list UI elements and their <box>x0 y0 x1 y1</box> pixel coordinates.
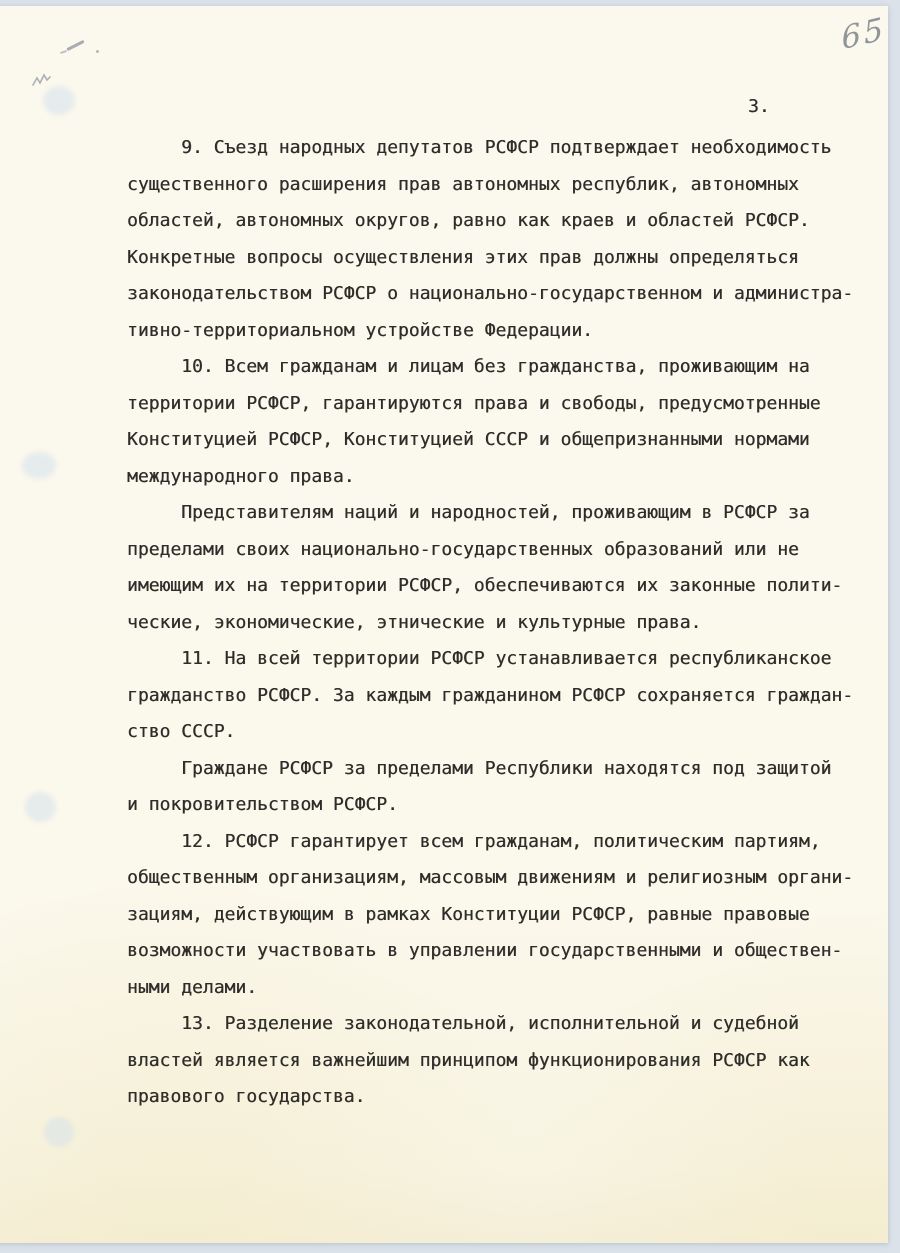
text-line: 13. Разделение законодательной, исполнительной и судебной <box>181 1013 799 1034</box>
pencil-scribble-icon <box>66 40 84 51</box>
punch-hole-stain <box>43 86 75 115</box>
text-line: Представителям наций и народностей, проживающим в РСФСР за <box>181 502 810 523</box>
text-line: законодательством РСФСР о национально-государственном и администра- <box>127 283 854 304</box>
text-line: Граждане РСФСР за пределами Республики находятся под защитой <box>181 757 832 779</box>
text-line: Конституцией РСФСР, Конституцией СССР и общепризнанными нормами <box>127 429 810 450</box>
text-line: тивно-территориальном устройстве Федерации. <box>127 319 593 341</box>
text-line: существенного расширения прав автономных республик, автономных <box>127 173 799 195</box>
text-line: ческие, экономические, этнические и культурные права. <box>127 611 702 633</box>
text-line: 10. Всем гражданам и лицам без гражданства, проживающим на <box>181 356 810 377</box>
text-line: 12. РСФСР гарантирует всем гражданам, политическим партиям, <box>181 830 821 852</box>
text-line: правового государства. <box>127 1086 366 1107</box>
punch-hole-stain <box>44 1117 74 1147</box>
text-line: 9. Съезд народных депутатов РСФСР подтверждает необходимость <box>181 137 832 158</box>
document-page <box>0 6 888 1243</box>
text-line: зациям, действующим в рамках Конституции РСФСР, равные правовые <box>127 903 810 925</box>
document-text <box>127 130 872 1116</box>
text-line: общественным организациям, массовым движениям и религиозным органи- <box>127 867 854 888</box>
text-line: имеющим их на территории РСФСР, обеспечиваются их законные полити- <box>127 575 843 596</box>
punch-hole-stain <box>22 452 56 479</box>
text-line: пределами своих национально-государственных образований или не <box>127 538 799 560</box>
text-line: Конкретные вопросы осуществления этих прав должны определяться <box>127 246 799 268</box>
handwritten-archive-number: 65 <box>839 10 888 58</box>
text-line: возможности участвовать в управлении государственными и обществен- <box>127 940 843 961</box>
text-line: 11. На всей территории РСФСР устанавливается республиканское <box>181 648 832 669</box>
punch-hole-stain <box>25 792 56 822</box>
pencil-scribble-icon <box>60 50 67 54</box>
text-line: ство СССР. <box>127 721 236 742</box>
text-line: гражданство РСФСР. За каждым гражданином РСФСР сохраняется граждан- <box>127 684 854 706</box>
text-line: ными делами. <box>127 976 258 998</box>
text-line: областей, автономных округов, равно как краев и областей РСФСР. <box>127 210 810 231</box>
text-line: территории РСФСР, гарантируются права и свободы, предусмотренные <box>127 392 821 414</box>
typed-page-number: 3. <box>748 96 770 117</box>
text-line: и покровительством РСФСР. <box>127 794 398 815</box>
pencil-dot-icon <box>96 50 99 53</box>
text-line: международного права. <box>127 465 355 487</box>
text-line: властей является важнейшим принципом функционирования РСФСР как <box>127 1049 810 1071</box>
